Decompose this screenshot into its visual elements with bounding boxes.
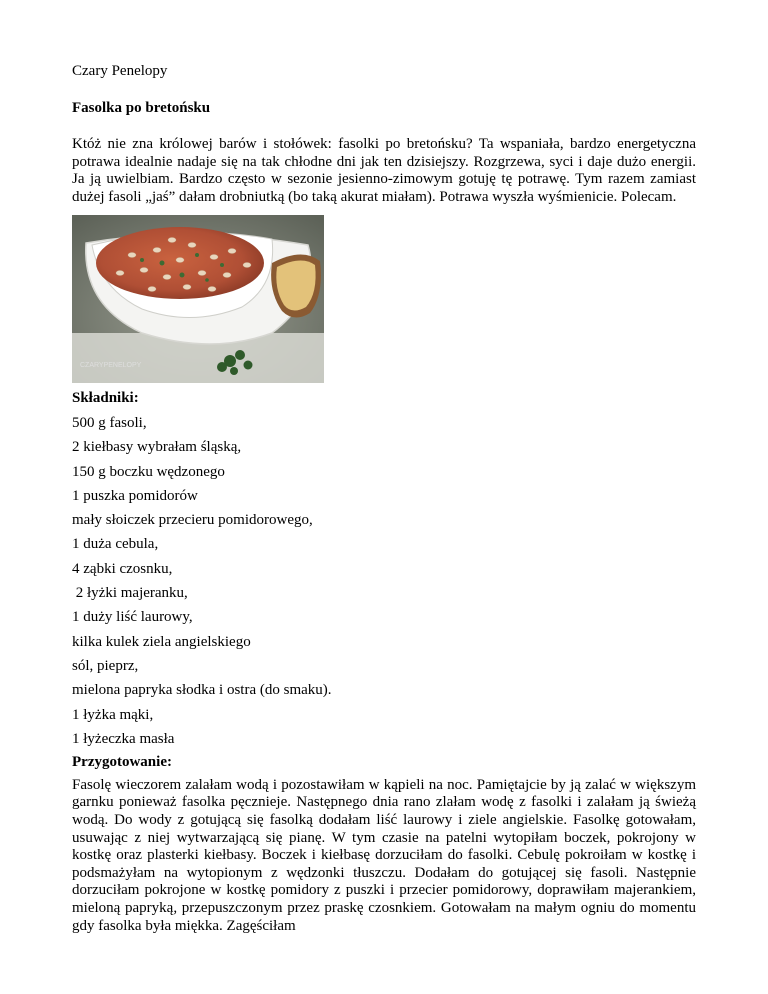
- preparation-heading: Przygotowanie:: [72, 753, 172, 770]
- intro-paragraph: Któż nie zna królowej barów i stołówek: fasolki po bretońsku? Ta wspaniała, bardzo energetyczna potrawa idealnie nadaje się na tak chłodne dni jak ten dzisiejszy. Rozgrzewa, syci i daje dużo energii. Ja ją uwielbiam. Bardzo często w sezonie jesienno-zimowym gotuję tę potrawę. Tym razem zamiast dużej fasoli „jaś” dałam drobniutką (bo taką akurat miałam). Potrawa wyszła wyśmienicie. Polecam.: [72, 136, 696, 205]
- ingredient-item: 1 puszka pomidorów: [72, 487, 198, 504]
- ingredient-item: 150 g boczku wędzonego: [72, 463, 225, 480]
- ingredients-list: [72, 407, 696, 748]
- ingredient-item: mały słoiczek przecieru pomidorowego,: [72, 512, 313, 529]
- preparation-paragraph: Fasolę wieczorem zalałam wodą i pozostawiłam w kąpieli na noc. Pamiętajcie by ją zalać w większym garnku ponieważ fasolka pęcznieje. Następnego dnia rano zlałam wodę z fasolki i zalałam ją świeżą wodą. Do wody z gotującą się fasolką dodałam liść laurowy i ziele angielskie. Fasolkę gotowałam, usuwając z niej wytwarzającą się pianę. W tym czasie na patelni wytopiłam boczek, pokrojony w kostkę oraz plasterki kiełbasy. Boczek i kiełbasę dorzuciłam do fasolki. Cebulę pokroiłam w kostkę i podsmażyłam na wytopionym z wędzonki tłuszczu. Dodałam do gotującej się fasoli. Następnie dorzuciłam pokrojone w kostkę pomidory z puszki i przecier pomidorowy, doprawiłam majerankiem, mieloną papryką, przepuszczonym przez praskę czosnkiem. Gotowałam na małym ogniu do momentu gdy fasolka była miękka. Zagęściłam: [72, 776, 696, 934]
- ingredient-item: 500 g fasoli,: [72, 415, 147, 431]
- ingredient-item: 1 łyżka mąki,: [72, 706, 154, 723]
- recipe-photo: [72, 215, 324, 383]
- photo-stew: [96, 227, 264, 299]
- document-page: [72, 62, 696, 935]
- ingredient-item: 4 ząbki czosnku,: [72, 560, 173, 577]
- ingredient-item: 2 kiełbasy wybrałam śląską,: [72, 439, 242, 456]
- ingredient-item: 1 duża cebula,: [72, 536, 159, 553]
- blog-name: Czary Penelopy: [72, 63, 168, 79]
- ingredient-item: mielona papryka słodka i ostra (do smaku).: [72, 682, 332, 699]
- ingredient-item: sól, pieprz,: [72, 657, 139, 674]
- recipe-title: Fasolka po bretońsku: [72, 100, 211, 116]
- ingredient-item: 1 duży liść laurowy,: [72, 609, 193, 626]
- ingredient-item: 2 łyżki majeranku,: [72, 585, 188, 602]
- photo-watermark: CZARYPENELOPY: [80, 362, 142, 369]
- ingredient-item: 1 łyżeczka masła: [72, 730, 175, 747]
- ingredients-heading: Składniki:: [72, 390, 139, 406]
- ingredient-item: kilka kulek ziela angielskiego: [72, 633, 251, 650]
